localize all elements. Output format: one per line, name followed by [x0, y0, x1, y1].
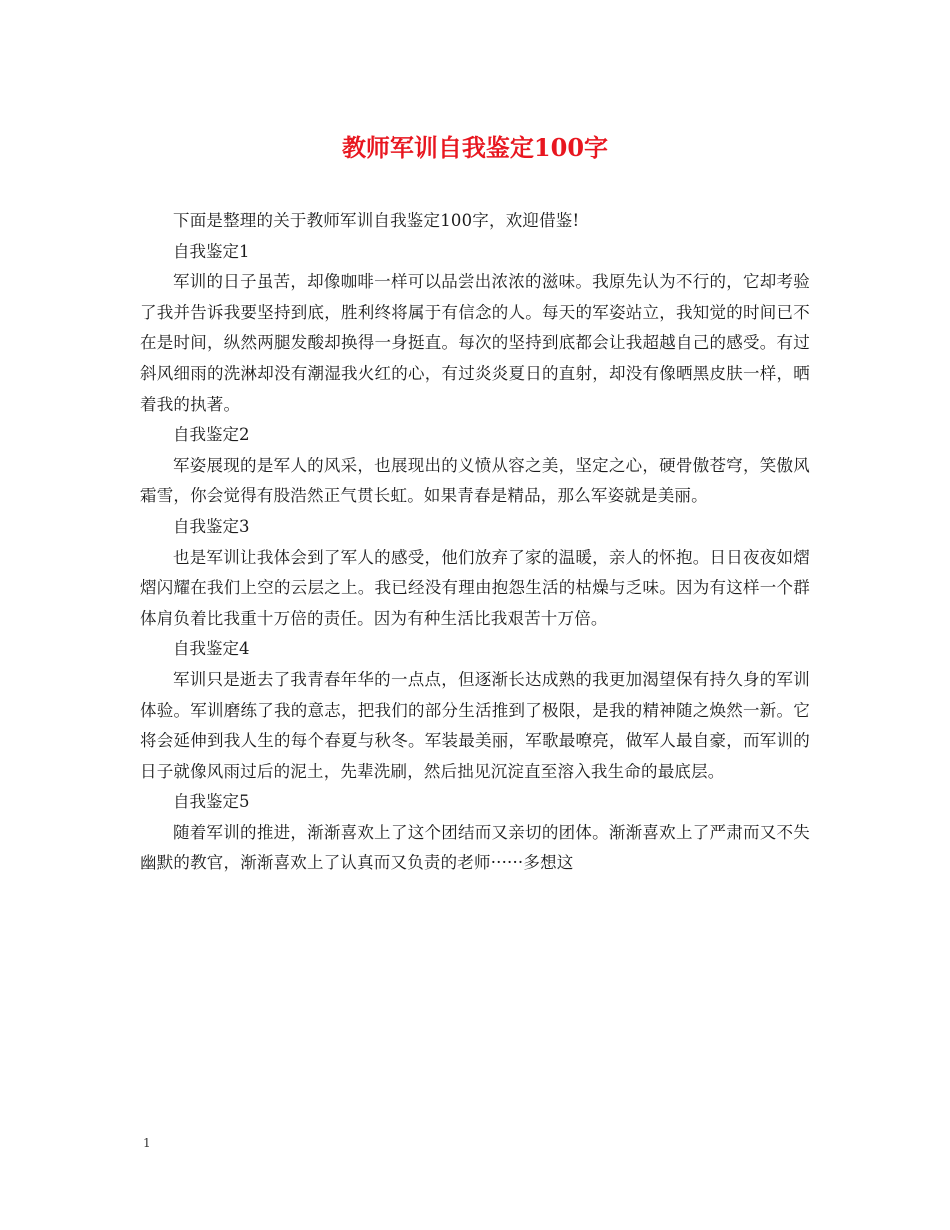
section-paragraph-3: 也是军训让我体会到了军人的感受，他们放弃了家的温暖，亲人的怀抱。日日夜夜如熠熠闪耀在我们上空的云层之上。我已经没有理由抱怨生活的枯燥与乏味。因为有这样一个群体肩负着比我重十万倍的责任。因为有种生活比我艰苦十万倍。 [140, 547, 810, 628]
section-paragraph-2: 军姿展现的是军人的风采，也展现出的义愤从容之美，坚定之心，硬骨傲苍穹，笑傲风霜雪，你会觉得有股浩然正气贯长虹。如果青春是精品，那么军姿就是美丽。 [140, 455, 810, 506]
section-heading-2: 自我鉴定2 [173, 425, 250, 445]
section-paragraph-5: 随着军训的推进，渐渐喜欢上了这个团结而又亲切的团体。渐渐喜欢上了严肃而又不失幽默的教官，渐渐喜欢上了认真而又负责的老师······多想这 [140, 822, 810, 873]
section-paragraph-1: 军训的日子虽苦，却像咖啡一样可以品尝出浓浓的滋味。我原先认为不行的，它却考验了我并告诉我要坚持到底，胜利终将属于有信念的人。每天的军姿站立，我知觉的时间已不在是时间，纵然两腿发酸却换得一身挺直。每次的坚持到底都会让我超越自己的感受。有过斜风细雨的洗淋却没有潮湿我火红的心，有过炎炎夏日的直射，却没有像晒黑皮肤一样，晒着我的执著。 [140, 272, 810, 414]
section-heading-1: 自我鉴定1 [173, 241, 250, 261]
intro-paragraph: 下面是整理的关于教师军训自我鉴定100字，欢迎借鉴! [173, 211, 580, 230]
section-heading-5: 自我鉴定5 [173, 792, 250, 812]
page-number: 1 [143, 1136, 151, 1150]
section-heading-4: 自我鉴定4 [173, 639, 250, 659]
document-body [140, 206, 810, 879]
document-title: 教师军训自我鉴定100字 [341, 133, 609, 162]
section-heading-3: 自我鉴定3 [173, 516, 250, 536]
section-paragraph-4: 军训只是逝去了我青春年华的一点点，但逐渐长达成熟的我更加渴望保有持久身的军训体验。军训磨练了我的意志，把我们的部分生活推到了极限，是我的精神随之焕然一新。它将会延伸到我人生的每个春夏与秋冬。军装最美丽，军歌最嘹亮，做军人最自豪，而军训的日子就像风雨过后的泥土，先辈洗刷，然后拙见沉淀直至溶入我生命的最底层。 [140, 669, 810, 781]
